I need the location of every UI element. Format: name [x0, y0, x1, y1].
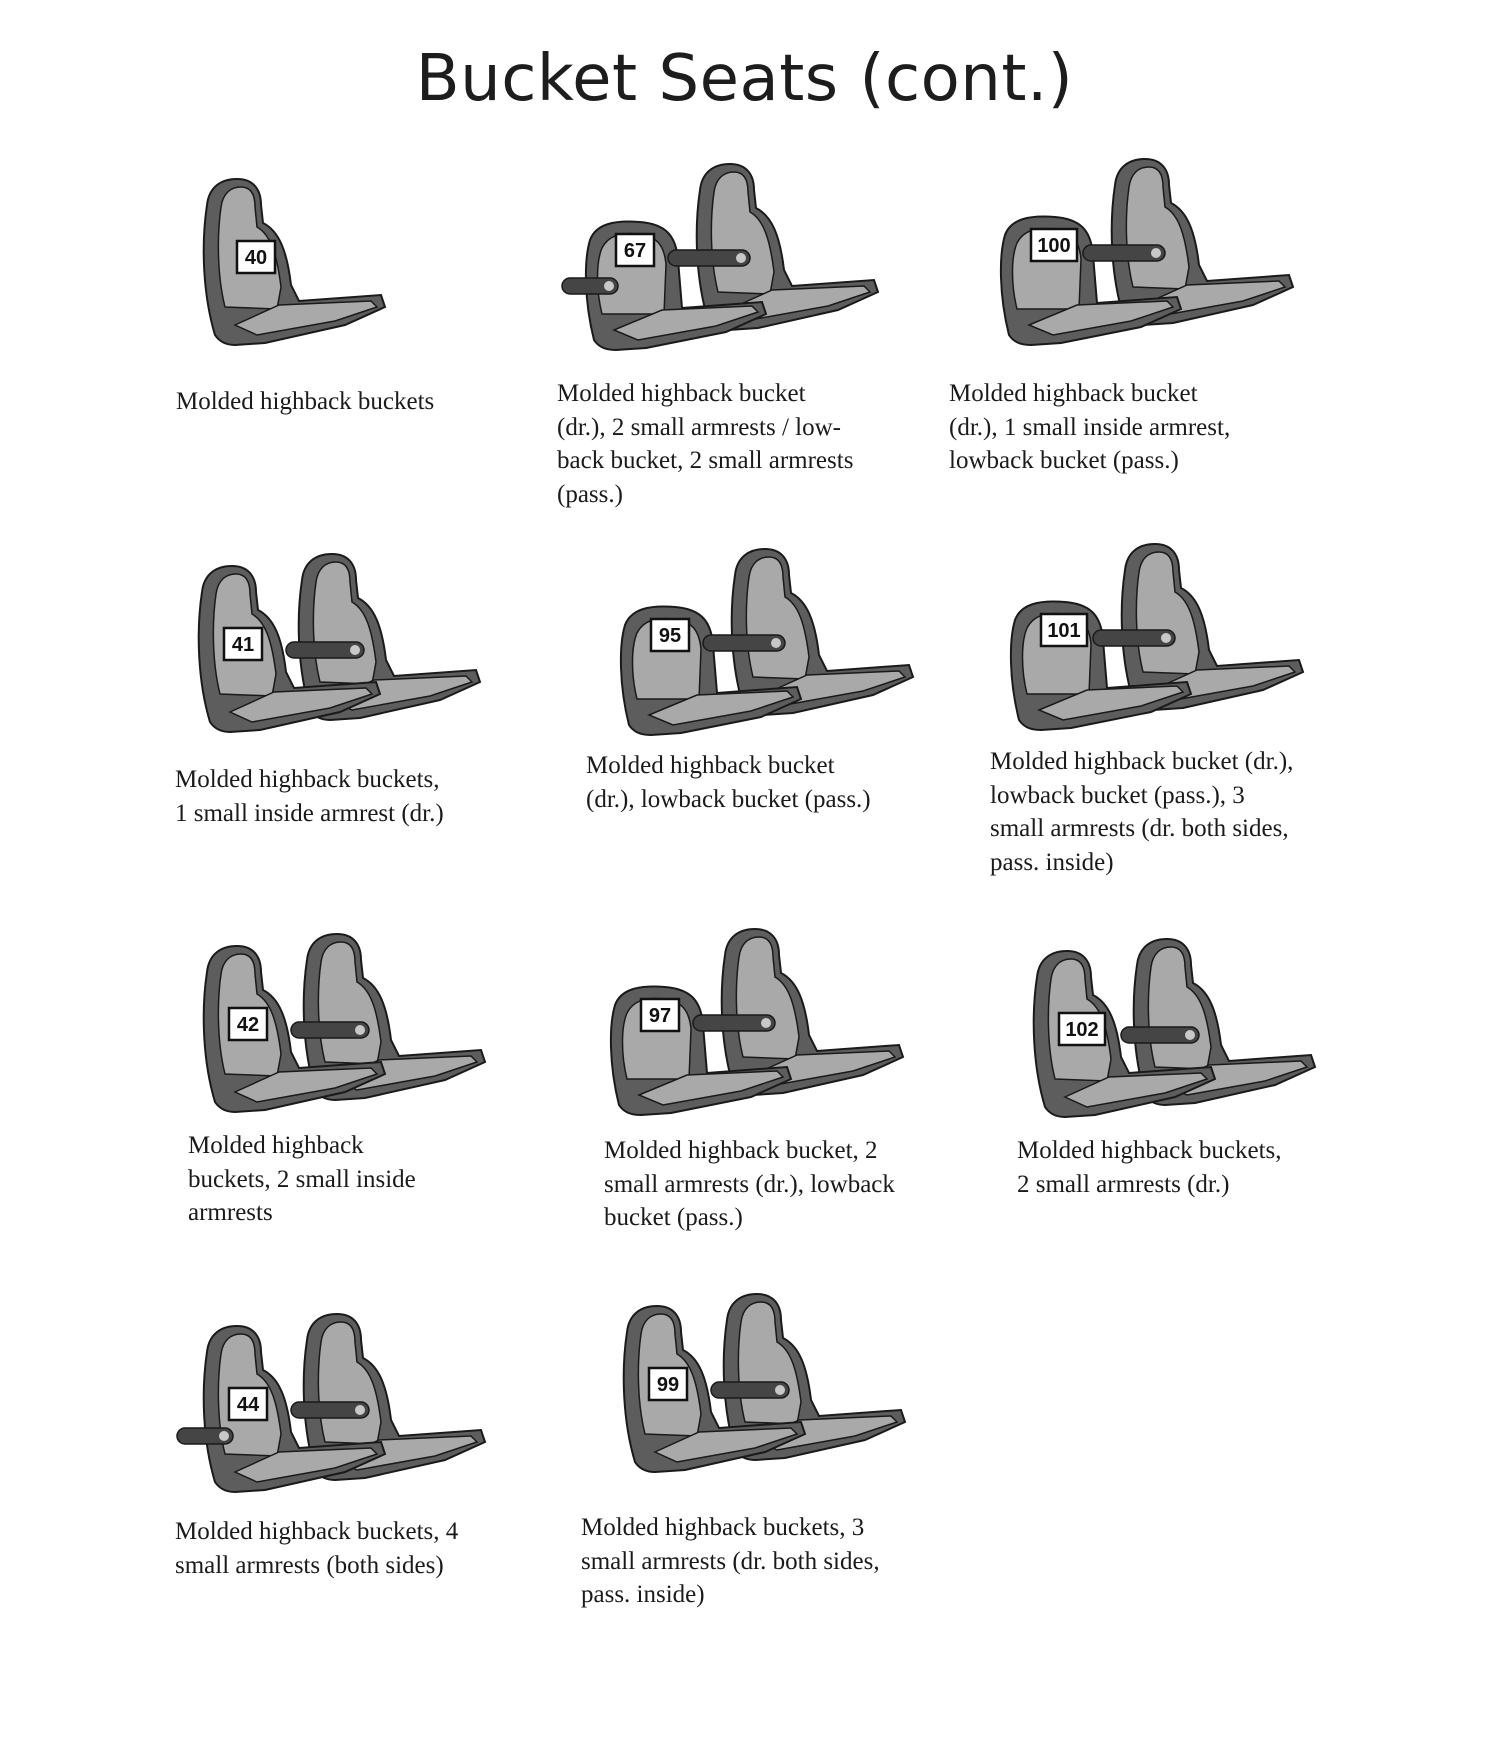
seat-caption-101: Molded highback bucket (dr.), lowback bucket (pass.), 3 small armrests (dr. both sides, pass. inside) — [990, 748, 1294, 876]
seat-code-label: 44 — [236, 1394, 260, 1416]
armrest — [1121, 1027, 1199, 1043]
seat-group — [199, 554, 480, 732]
seat-caption-99: Molded highback buckets, 3 small armrests (dr. both sides, pass. inside) — [581, 1514, 880, 1608]
armrest — [703, 635, 785, 651]
seat-code-label: 97 — [648, 1005, 672, 1027]
seat-illustration-67 — [580, 160, 890, 360]
armrest — [1083, 245, 1165, 261]
seat-group — [1011, 544, 1303, 730]
seat-back — [313, 562, 376, 684]
seat-code-label: 101 — [1047, 620, 1081, 642]
seat-back — [1136, 552, 1199, 674]
seat-back — [738, 1302, 801, 1424]
seat-illustration-102 — [1025, 935, 1335, 1135]
seat-caption-100: Molded highback bucket (dr.), 1 small inside armrest, lowback bucket (pass.) — [949, 380, 1231, 474]
armrest — [711, 1382, 789, 1398]
seat-caption-102: Molded highback buckets, 2 small armrests (dr.) — [1017, 1137, 1282, 1198]
seat-illustration-95 — [615, 545, 925, 745]
seat-back — [318, 1322, 381, 1444]
armrest — [286, 642, 364, 658]
seat-group — [624, 1294, 905, 1472]
seat-caption-44: Molded highback buckets, 4 small armrests (both sides) — [175, 1518, 459, 1579]
armrest-cap — [355, 1025, 365, 1035]
seat-illustration-99 — [615, 1290, 925, 1490]
page-title: Bucket Seats (cont.) — [415, 42, 1074, 116]
armrest — [668, 250, 750, 266]
armrest-cap — [771, 638, 781, 648]
seat-caption-97: Molded highback bucket, 2 small armrests (dr.), lowback bucket (pass.) — [604, 1137, 895, 1231]
seat-group — [204, 179, 385, 345]
seat-code-label: 102 — [1065, 1019, 1099, 1041]
seat-group — [621, 549, 913, 735]
seat-illustration-44 — [195, 1310, 505, 1510]
armrest-cap — [1151, 248, 1161, 258]
armrest-cap — [736, 253, 746, 263]
seat-illustration-100 — [995, 155, 1305, 355]
seat-group — [611, 929, 903, 1115]
seat-caption-67: Molded highback bucket (dr.), 2 small armrests / low- back bucket, 2 small armrests (pass.) — [557, 380, 854, 508]
seat-illustration-101 — [1005, 540, 1315, 740]
seat-back — [711, 172, 774, 294]
seat-code-label: 99 — [656, 1374, 680, 1396]
armrest-cap — [219, 1431, 229, 1441]
armrest — [1093, 630, 1175, 646]
armrest-cap — [761, 1018, 771, 1028]
seat-back — [1148, 947, 1211, 1069]
armrest — [693, 1015, 775, 1031]
seat-code-label: 95 — [658, 625, 682, 647]
seat-group — [177, 1314, 485, 1492]
armrest — [291, 1022, 369, 1038]
seat-illustration-41 — [190, 550, 500, 750]
seat-illustration-97 — [605, 925, 915, 1125]
armrest-cap — [1185, 1030, 1195, 1040]
seat-back — [318, 942, 381, 1064]
seat-code-label: 41 — [231, 634, 255, 656]
seat-group — [204, 934, 485, 1112]
armrest-cap — [604, 281, 614, 291]
seat-illustration-42 — [195, 930, 505, 1130]
armrest — [291, 1402, 369, 1418]
armrest — [177, 1428, 233, 1444]
armrest-cap — [1161, 633, 1171, 643]
seat-caption-95: Molded highback bucket (dr.), lowback bucket (pass.) — [586, 752, 871, 813]
armrest-cap — [775, 1385, 785, 1395]
seat-group — [1034, 939, 1315, 1117]
armrest — [562, 278, 618, 294]
armrest-cap — [350, 645, 360, 655]
seat-caption-40: Molded highback buckets — [176, 388, 435, 415]
seat-code-label: 100 — [1037, 235, 1071, 257]
seat-code-label: 40 — [244, 247, 268, 269]
seat-caption-42: Molded highback buckets, 2 small inside armrests — [188, 1132, 416, 1226]
highback-seat — [204, 179, 385, 345]
seat-back — [1126, 167, 1189, 289]
seat-code-label: 67 — [623, 240, 647, 262]
seat-group — [1001, 159, 1293, 345]
seat-group — [562, 164, 878, 350]
seat-back — [746, 557, 809, 679]
armrest-cap — [355, 1405, 365, 1415]
seat-code-label: 42 — [236, 1014, 260, 1036]
seat-back — [736, 937, 799, 1059]
seat-illustration-40 — [195, 175, 445, 375]
seat-caption-41: Molded highback buckets, 1 small inside armrest (dr.) — [175, 766, 444, 827]
